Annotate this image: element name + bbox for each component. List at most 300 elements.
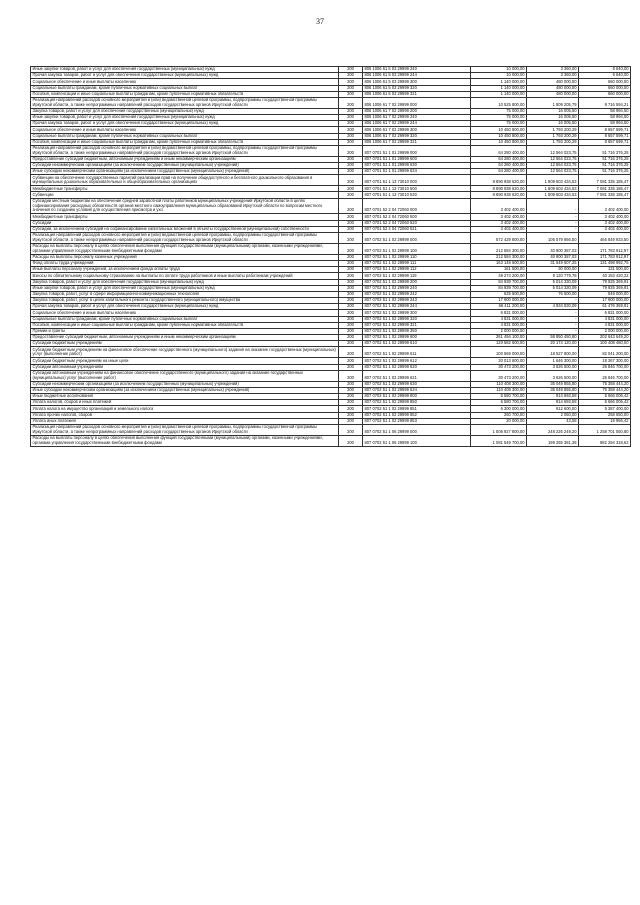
row-name-cell: Социальное обеспечение и иные выплаты населению — [31, 310, 339, 316]
row-unexecuted-cell: 18 367 300,00 — [579, 358, 631, 364]
row-unexecuted-cell: 6 640,00 — [579, 73, 631, 79]
row-executed-cell: 40 800 387,03 — [527, 254, 579, 260]
row-approved-cell: 2 000 000,00 — [471, 328, 527, 334]
row-executed-cell: 31 649 607,25 — [527, 261, 579, 267]
row-approved-cell: 3 402 400,00 — [471, 198, 527, 214]
row-ved-code-cell: 200 — [339, 121, 363, 127]
row-name-cell: Фонд оплаты труда учреждений — [31, 261, 339, 267]
row-ved-code-cell: 200 — [339, 133, 363, 139]
row-name-cell: Закупка товаров, работ и услуг для обеспечения государственных (муниципальных) нужд — [31, 279, 339, 285]
row-executed-cell: 480 000,00 — [527, 79, 579, 85]
row-name-cell: Реализация направлений расходов основного мероприятия и (или) ведомственной целевой программы, подпрограммы государственной программы Иркутской области, а также непрограммных направлений расходов государственных органов Иркутской области — [31, 145, 339, 156]
row-executed-cell: 58 850 450,80 — [527, 335, 579, 341]
row-executed-cell: 18 527 800,00 — [527, 347, 579, 358]
row-unexecuted-cell: 549 000,00 — [579, 291, 631, 297]
row-approved-cell: 161 500,00 — [471, 267, 527, 273]
row-approved-cell: 120 582 600,00 — [471, 341, 527, 347]
row-approved-cell: 20 000,00 — [471, 418, 527, 424]
row-budget-code-cell: 807 0701 51 1 01 29999 600 — [363, 156, 471, 162]
row-name-cell: Субвенции на обеспечение государственных гарантий реализации прав на получение общедоступного и бесплатного дошкольного образования в муниципальных дошкольных образовательных и общеобразовательных организациях — [31, 175, 339, 186]
row-executed-cell: 3 626 500,00 — [527, 370, 579, 381]
row-unexecuted-cell: 82 041 200,00 — [579, 347, 631, 358]
row-approved-cell: 4 831 000,00 — [471, 316, 527, 322]
row-name-cell: Иные субсидии некоммерческим организациям (за исключением государственных (муниципальных) учреждений) — [31, 169, 339, 175]
row-executed-cell: 5 014 330,09 — [527, 279, 579, 285]
row-budget-code-cell: 807 0702 51 1 02 29999 600 — [363, 335, 471, 341]
row-executed-cell: 199 255 381,38 — [527, 435, 579, 446]
row-budget-code-cell: 806 1006 61 5 03 29999 244 — [363, 73, 471, 79]
row-budget-code-cell: 807 0702 51 1 02 29999 110 — [363, 254, 471, 260]
row-name-cell: Социальное обеспечение и иные выплаты населению — [31, 79, 339, 85]
row-executed-cell: 914 693,58 — [527, 394, 579, 400]
row-name-cell: Иные закупки товаров, работ и услуг для обеспечения государственных (муниципальных) нужд — [31, 285, 339, 291]
row-name-cell: Иные бюджетные ассигнования — [31, 394, 339, 400]
row-budget-code-cell: 807 0702 51 1 02 29999 242 — [363, 291, 471, 297]
row-unexecuted-cell: 2 000 000,00 — [579, 328, 631, 334]
row-unexecuted-cell: 8 657 599,71 — [579, 133, 631, 139]
row-budget-code-cell: 806 1006 61 7 02 29999 300 — [363, 127, 471, 133]
row-executed-cell: 20 174 120,00 — [527, 341, 579, 347]
row-ved-code-cell: 200 — [339, 381, 363, 387]
row-executed-cell: 3 360,00 — [527, 73, 579, 79]
row-name-cell: Субсидии некоммерческим организациям (за исключением государственных (муниципальных) учреждений) — [31, 381, 339, 387]
row-unexecuted-cell: 660 000,00 — [579, 91, 631, 97]
row-name-cell: Субсидии бюджетным учреждениям — [31, 341, 339, 347]
row-approved-cell: 10 000,00 — [471, 73, 527, 79]
row-budget-code-cell: 807 0702 51 1 02 29999 000 — [363, 232, 471, 243]
row-unexecuted-cell: 26 846 700,00 — [579, 370, 631, 381]
row-ved-code-cell: 200 — [339, 145, 363, 156]
row-approved-cell: 100 569 000,00 — [471, 347, 527, 358]
row-executed-cell: 1 809 603 434,53 — [527, 192, 579, 198]
row-executed-cell: 30 000,00 — [527, 267, 579, 273]
row-approved-cell: 3 402 400,00 — [471, 220, 527, 226]
row-approved-cell: 17 900 000,00 — [471, 298, 527, 304]
row-executed-cell: - — [527, 310, 579, 316]
row-approved-cell: 64 280 400,00 — [471, 163, 527, 169]
row-ved-code-cell: 200 — [339, 304, 363, 310]
row-ved-code-cell: 200 — [339, 291, 363, 297]
table-row — [31, 424, 631, 435]
row-ved-code-cell: 200 — [339, 435, 363, 446]
row-name-cell: Субвенции — [31, 192, 339, 198]
row-budget-code-cell: 807 0702 51 1 02 29999 200 — [363, 279, 471, 285]
row-ved-code-cell: 200 — [339, 261, 363, 267]
row-name-cell: Иные выплаты персоналу учреждений, за исключением фонда оплаты труда — [31, 267, 339, 273]
row-unexecuted-cell: 171 783 912,97 — [579, 243, 631, 254]
row-approved-cell: 64 280 400,00 — [471, 145, 527, 156]
row-ved-code-cell: 200 — [339, 418, 363, 424]
row-unexecuted-cell: 79 925 369,91 — [579, 279, 631, 285]
row-name-cell: Субсидии бюджетным учреждениям на финансовое обеспечение государственного (муниципального) задания на оказание государственных (муниципальных) услуг (выполнение работ) — [31, 347, 339, 358]
row-ved-code-cell: 200 — [339, 163, 363, 169]
row-name-cell: Уплата прочих налогов, сборов — [31, 412, 339, 418]
row-budget-code-cell: 807 0702 51 1 02 29999 321 — [363, 322, 471, 328]
row-unexecuted-cell: 17 900 000,00 — [579, 298, 631, 304]
row-unexecuted-cell: 4 831 000,00 — [579, 316, 631, 322]
row-executed-cell: 3 360,00 — [527, 67, 579, 73]
row-budget-code-cell: 806 1006 61 5 03 29999 320 — [363, 85, 471, 91]
row-unexecuted-cell: 51 716 376,25 — [579, 156, 631, 162]
row-approved-cell: 10 450 800,00 — [471, 139, 527, 145]
row-executed-cell: 912 600,00 — [527, 406, 579, 412]
row-ved-code-cell: 200 — [339, 412, 363, 418]
row-name-cell: Расходы на выплаты персоналу казенных учреждений — [31, 254, 339, 260]
row-unexecuted-cell: 660 000,00 — [579, 79, 631, 85]
row-budget-code-cell: 806 1006 61 7 02 29999 240 — [363, 115, 471, 121]
row-ved-code-cell: 200 — [339, 364, 363, 370]
row-ved-code-cell: 200 — [339, 322, 363, 328]
table-row — [31, 370, 631, 381]
row-budget-code-cell: 807 0701 51 1 01 29999 630 — [363, 163, 471, 169]
row-executed-cell: - — [527, 214, 579, 220]
row-name-cell: Иные закупки товаров, работ и услуг для обеспечения государственных (муниципальных) нужд — [31, 67, 339, 73]
row-budget-code-cell: 806 1006 61 5 03 29999 300 — [363, 79, 471, 85]
row-approved-cell: 572 429 800,00 — [471, 232, 527, 243]
row-budget-code-cell: 806 1006 61 7 02 29999 320 — [363, 133, 471, 139]
row-ved-code-cell: 200 — [339, 67, 363, 73]
row-executed-cell: 1 646 300,00 — [527, 358, 579, 364]
row-ved-code-cell: 200 — [339, 316, 363, 322]
table-row — [31, 175, 631, 186]
row-budget-code-cell: 807 0701 51 1 13 73010 500 — [363, 186, 471, 192]
row-unexecuted-cell: 8 657 599,71 — [579, 139, 631, 145]
row-executed-cell: 40 800 387,03 — [527, 243, 579, 254]
row-approved-cell: 64 280 400,00 — [471, 169, 527, 175]
row-budget-code-cell: 807 0702 51 1 02 29999 851 — [363, 406, 471, 412]
row-approved-cell: 1 140 000,00 — [471, 85, 527, 91]
row-name-cell: Социальные выплаты гражданам, кроме публичных нормативных социальных выплат — [31, 85, 339, 91]
row-name-cell: Закупка товаров, работ, услуг в сфере информационно-коммуникационных технологий — [31, 291, 339, 297]
row-budget-code-cell: 807 0702 51 1 06 29999 000 — [363, 424, 471, 435]
row-ved-code-cell: 200 — [339, 387, 363, 393]
row-unexecuted-cell: 882 294 318,62 — [579, 435, 631, 446]
row-approved-cell: 84 939 700,00 — [471, 279, 527, 285]
row-approved-cell: 3 402 400,00 — [471, 214, 527, 220]
row-unexecuted-cell: 58 994,50 — [579, 115, 631, 121]
row-name-cell: Социальные выплаты гражданам, кроме публичных нормативных социальных выплат — [31, 133, 339, 139]
row-budget-code-cell: 807 0701 51 1 01 29999 634 — [363, 169, 471, 175]
row-unexecuted-cell: 202 643 649,20 — [579, 335, 631, 341]
row-approved-cell: 84 939 700,00 — [471, 285, 527, 291]
row-unexecuted-cell: 58 994,50 — [579, 108, 631, 114]
row-budget-code-cell: 807 0702 51 1 02 29999 620 — [363, 364, 471, 370]
row-executed-cell: 480 000,00 — [527, 85, 579, 91]
row-budget-code-cell: 807 0702 51 1 02 29999 610 — [363, 341, 471, 347]
row-unexecuted-cell: 75 358 444,20 — [579, 381, 631, 387]
row-unexecuted-cell: 19 956,42 — [579, 418, 631, 424]
row-ved-code-cell: 200 — [339, 226, 363, 232]
row-approved-cell: 75 000,00 — [471, 108, 527, 114]
row-budget-code-cell: 807 0702 51 1 02 29999 112 — [363, 267, 471, 273]
row-ved-code-cell: 200 — [339, 220, 363, 226]
row-name-cell: Закупка товаров, работ, услуг в целях капитального ремонта государственного (муниципального) имущества — [31, 298, 339, 304]
row-budget-code-cell: 806 1006 61 7 02 29999 200 — [363, 108, 471, 114]
row-approved-cell: 75 000,00 — [471, 121, 527, 127]
row-name-cell: Реализация направлений расходов основного мероприятия и (или) ведомственной целевой программы, подпрограммы государственной программы Иркутской области, а также непрограммных направлений расходов государственных органов Иркутской области — [31, 232, 339, 243]
row-approved-cell: 1 140 000,00 — [471, 91, 527, 97]
row-budget-code-cell: 807 0702 51 1 02 29999 350 — [363, 328, 471, 334]
row-budget-code-cell: 807 0702 51 1 06 29999 100 — [363, 435, 471, 446]
row-name-cell: Социальные выплаты гражданам, кроме публичных нормативных социальных выплат — [31, 316, 339, 322]
row-ved-code-cell: 200 — [339, 243, 363, 254]
row-name-cell: Субсидии местным бюджетам на обеспечение средней заработной платы работников муниципальных учреждений Иркутской области в целях софинансирования расходных обязательств органов местного самоуправления муниципальных образований Иркутской области по вопросам местного значения по созданию условий для осуществления присмотра и ухо — [31, 198, 339, 214]
row-name-cell: Предоставление субсидий бюджетным, автономным учреждениям и иным некоммерческим организациям — [31, 156, 339, 162]
row-executed-cell: 3 626 500,00 — [527, 364, 579, 370]
row-ved-code-cell: 200 — [339, 400, 363, 406]
row-ved-code-cell: 200 — [339, 310, 363, 316]
row-approved-cell: 8 890 938 620,00 — [471, 192, 527, 198]
row-executed-cell: 16 005,50 — [527, 108, 579, 114]
row-budget-code-cell: 806 1006 61 5 03 29999 321 — [363, 91, 471, 97]
row-budget-code-cell: 807 0701 51 1 13 73010 000 — [363, 175, 471, 186]
row-ved-code-cell: 200 — [339, 267, 363, 273]
row-budget-code-cell: 807 0702 51 1 02 29999 611 — [363, 347, 471, 358]
row-name-cell: Субсидии автономным учреждениям на финансовое обеспечение государственного (муниципального) задания на оказание государственных (муниципальных) услуг (выполнение работ) — [31, 370, 339, 381]
row-approved-cell: 625 500,00 — [471, 291, 527, 297]
row-executed-cell: 480 000,00 — [527, 91, 579, 97]
row-unexecuted-cell: 100 408 480,00 — [579, 341, 631, 347]
row-unexecuted-cell: 5 666 006,42 — [579, 400, 631, 406]
row-unexecuted-cell: 51 716 376,25 — [579, 145, 631, 156]
row-budget-code-cell: 807 0702 51 1 02 29999 240 — [363, 285, 471, 291]
row-ved-code-cell: 200 — [339, 192, 363, 198]
row-approved-cell: 10 525 800,00 — [471, 97, 527, 108]
row-approved-cell: 49 274 200,00 — [471, 273, 527, 279]
row-budget-code-cell: 807 0702 51 1 02 29999 244 — [363, 304, 471, 310]
row-ved-code-cell: 200 — [339, 358, 363, 364]
row-approved-cell: 10 450 800,00 — [471, 127, 527, 133]
row-budget-code-cell: 807 0702 51 1 02 29999 800 — [363, 394, 471, 400]
row-budget-code-cell: 806 1006 61 7 02 29999 244 — [363, 121, 471, 127]
row-unexecuted-cell: 131 500,00 — [579, 267, 631, 273]
row-name-cell: Пособия, компенсации и иные социальные выплаты гражданам, кроме публичных нормативных обязательств — [31, 91, 339, 97]
row-approved-cell: 30 473 200,00 — [471, 370, 527, 381]
table-row — [31, 232, 631, 243]
row-name-cell: Расходы на выплаты персоналу в целях обеспечения выполнения функций государственными (муниципальными) органами, казенными учреждениями, органами управления государственными внебюджетными фондами — [31, 243, 339, 254]
table-row — [31, 198, 631, 214]
row-executed-cell: 4 934 830,09 — [527, 304, 579, 310]
row-unexecuted-cell: 75 358 444,20 — [579, 387, 631, 393]
row-ved-code-cell: 200 — [339, 424, 363, 435]
row-name-cell: Расходы на выплаты персоналу в целях обеспечения выполнения функций государственными (муниципальными) органами, казенными учреждениями, органами управления государственными внебюджетными фондами — [31, 435, 339, 446]
row-approved-cell: 1 081 549 700,00 — [471, 435, 527, 446]
row-budget-code-cell: 807 0702 51 1 02 29999 634 — [363, 387, 471, 393]
row-executed-cell: - — [527, 226, 579, 232]
row-unexecuted-cell: 3 402 400,00 — [579, 214, 631, 220]
row-unexecuted-cell: 8 657 599,71 — [579, 127, 631, 133]
row-unexecuted-cell: 5 387 400,00 — [579, 406, 631, 412]
table-row — [31, 347, 631, 358]
row-executed-cell: 16 005,50 — [527, 121, 579, 127]
row-approved-cell: 110 408 300,00 — [471, 387, 527, 393]
row-ved-code-cell: 200 — [339, 328, 363, 334]
row-executed-cell: 1 793 200,29 — [527, 127, 579, 133]
table-row — [31, 435, 631, 446]
row-approved-cell: 75 000,00 — [471, 115, 527, 121]
row-approved-cell: 261 494 100,00 — [471, 335, 527, 341]
row-executed-cell: 12 564 023,75 — [527, 169, 579, 175]
row-ved-code-cell: 200 — [339, 394, 363, 400]
row-unexecuted-cell: 40 153 420,22 — [579, 273, 631, 279]
row-name-cell: Прочая закупка товаров, работ и услуг для обеспечения государственных (муниципальных) нужд — [31, 73, 339, 79]
row-budget-code-cell: 807 0702 51 1 02 29999 852 — [363, 412, 471, 418]
row-name-cell: Субсидии, за исключением субсидий на софинансирование капитальных вложений в объекты государственной (муниципальной) собственности — [31, 226, 339, 232]
row-executed-cell: 76 500,00 — [527, 291, 579, 297]
row-unexecuted-cell: 3 402 400,00 — [579, 220, 631, 226]
row-budget-code-cell: 807 0701 51 1 13 73010 530 — [363, 192, 471, 198]
row-approved-cell: 6 580 700,00 — [471, 400, 527, 406]
row-unexecuted-cell: 1 258 701 550,80 — [579, 424, 631, 435]
row-executed-cell: 1 793 200,29 — [527, 139, 579, 145]
row-ved-code-cell: 200 — [339, 127, 363, 133]
row-executed-cell: - — [527, 220, 579, 226]
row-approved-cell: 8 890 938 620,00 — [471, 186, 527, 192]
row-budget-code-cell: 807 0702 51 1 02 29999 100 — [363, 243, 471, 254]
row-executed-cell: 12 564 023,75 — [527, 145, 579, 156]
row-executed-cell: 105 579 866,50 — [527, 232, 579, 243]
row-approved-cell: 212 584 300,00 — [471, 243, 527, 254]
row-name-cell: Субсидии — [31, 220, 339, 226]
row-budget-code-cell: 807 0702 51 1 02 29999 111 — [363, 261, 471, 267]
row-unexecuted-cell: 58 994,50 — [579, 121, 631, 127]
row-unexecuted-cell: 5 666 006,42 — [579, 394, 631, 400]
row-ved-code-cell: 200 — [339, 91, 363, 97]
row-executed-cell: 16 005,50 — [527, 115, 579, 121]
row-name-cell: Межбюджетные трансферты — [31, 214, 339, 220]
row-unexecuted-cell: 171 783 912,97 — [579, 254, 631, 260]
table-row — [31, 145, 631, 156]
row-ved-code-cell: 200 — [339, 85, 363, 91]
row-budget-code-cell: 807 0702 51 1 02 29999 320 — [363, 316, 471, 322]
row-executed-cell: 35 049 855,80 — [527, 387, 579, 393]
row-ved-code-cell: 200 — [339, 254, 363, 260]
table-row — [31, 97, 631, 108]
row-budget-code-cell: 807 0702 51 1 02 29999 850 — [363, 400, 471, 406]
row-unexecuted-cell: 26 846 700,00 — [579, 364, 631, 370]
row-ved-code-cell: 200 — [339, 232, 363, 243]
row-ved-code-cell: 200 — [339, 108, 363, 114]
row-name-cell: Взносы по обязательному социальному страхованию на выплаты по оплате труда работников и иные выплаты работникам учреждений — [31, 273, 339, 279]
row-name-cell: Реализация направлений расходов основного мероприятия и (или) ведомственной целевой программы, подпрограммы государственной программы Иркутской области, а также непрограммных направлений расходов государственных органов Иркутской области — [31, 97, 339, 108]
row-budget-code-cell: 807 0701 52 2 04 72060 520 — [363, 220, 471, 226]
row-unexecuted-cell: 466 849 933,50 — [579, 232, 631, 243]
row-ved-code-cell: 200 — [339, 370, 363, 381]
row-approved-cell: 66 411 200,00 — [471, 304, 527, 310]
row-budget-code-cell: 807 0701 52 2 04 72060 521 — [363, 226, 471, 232]
row-executed-cell: - — [527, 316, 579, 322]
row-unexecuted-cell: 4 831 000,00 — [579, 322, 631, 328]
row-approved-cell: 10 000,00 — [471, 67, 527, 73]
row-budget-code-cell: 807 0702 51 1 02 29999 243 — [363, 298, 471, 304]
row-unexecuted-cell: 7 081 335 185,47 — [579, 186, 631, 192]
budget-execution-table — [30, 66, 631, 447]
row-budget-code-cell: 807 0702 51 1 02 29999 621 — [363, 370, 471, 381]
row-name-cell: Иные закупки товаров, работ и услуг для обеспечения государственных (муниципальных) нужд — [31, 115, 339, 121]
row-executed-cell: 1 809 603 434,53 — [527, 175, 579, 186]
row-ved-code-cell: 200 — [339, 273, 363, 279]
row-approved-cell: 10 450 800,00 — [471, 133, 527, 139]
row-unexecuted-cell: 6 831 000,00 — [579, 310, 631, 316]
row-unexecuted-cell: 79 925 369,91 — [579, 285, 631, 291]
row-executed-cell: 43,58 — [527, 418, 579, 424]
row-executed-cell: 1 793 200,29 — [527, 133, 579, 139]
row-ved-code-cell: 200 — [339, 285, 363, 291]
row-executed-cell: 9 120 779,78 — [527, 273, 579, 279]
row-executed-cell: 2 050,00 — [527, 412, 579, 418]
row-approved-cell: 1 506 927 800,00 — [471, 424, 527, 435]
row-approved-cell: 30 473 200,00 — [471, 364, 527, 370]
row-budget-code-cell: 806 1006 61 5 03 29999 240 — [363, 67, 471, 73]
row-budget-code-cell: 806 1006 61 7 02 29999 321 — [363, 139, 471, 145]
row-executed-cell: 914 693,58 — [527, 400, 579, 406]
row-approved-cell: 4 831 000,00 — [471, 322, 527, 328]
row-approved-cell: 3 402 400,00 — [471, 226, 527, 232]
row-name-cell: Субсидии автономным учреждениям — [31, 364, 339, 370]
row-approved-cell: 110 408 300,00 — [471, 381, 527, 387]
row-executed-cell: 12 564 023,75 — [527, 156, 579, 162]
row-ved-code-cell: 200 — [339, 139, 363, 145]
row-budget-code-cell: 807 0701 52 2 04 72060 500 — [363, 214, 471, 220]
row-name-cell: Прочая закупка товаров, работ и услуг для обеспечения государственных (муниципальных) нужд — [31, 121, 339, 127]
row-approved-cell: 64 280 400,00 — [471, 156, 527, 162]
row-name-cell: Премии и гранты — [31, 328, 339, 334]
row-ved-code-cell: 200 — [339, 175, 363, 186]
row-name-cell: Уплата налогов, сборов и иных платежей — [31, 400, 339, 406]
row-approved-cell: 8 890 938 620,00 — [471, 175, 527, 186]
row-ved-code-cell: 200 — [339, 169, 363, 175]
row-ved-code-cell: 200 — [339, 156, 363, 162]
row-unexecuted-cell: 660 000,00 — [579, 85, 631, 91]
row-executed-cell: 1 809 205,79 — [527, 97, 579, 108]
row-budget-code-cell: 806 1006 61 7 02 29999 000 — [363, 97, 471, 108]
row-ved-code-cell: 200 — [339, 79, 363, 85]
row-name-cell: Реализация направлений расходов основного мероприятия и (или) ведомственной целевой программы, подпрограммы государственной программы Иркутской области, а также непрограммных направлений расходов государственных органов Иркутской области — [31, 424, 339, 435]
row-approved-cell: 6 580 700,00 — [471, 394, 527, 400]
row-ved-code-cell: 200 — [339, 186, 363, 192]
row-approved-cell: 20 013 600,00 — [471, 358, 527, 364]
row-name-cell: Субсидии некоммерческим организациям (за исключением государственных (муниципальных) учреждений) — [31, 163, 339, 169]
row-unexecuted-cell: 7 081 335 185,47 — [579, 175, 631, 186]
row-executed-cell: - — [527, 298, 579, 304]
row-unexecuted-cell: 7 081 335 185,47 — [579, 192, 631, 198]
row-ved-code-cell: 200 — [339, 115, 363, 121]
row-executed-cell: - — [527, 328, 579, 334]
row-ved-code-cell: 200 — [339, 198, 363, 214]
row-unexecuted-cell: 131 498 992,75 — [579, 261, 631, 267]
row-unexecuted-cell: 61 476 369,91 — [579, 304, 631, 310]
row-executed-cell: 1 809 603 434,53 — [527, 186, 579, 192]
row-name-cell: Предоставление субсидий бюджетным, автономным учреждениям и иным некоммерческим организациям — [31, 335, 339, 341]
row-name-cell: Закупка товаров, работ и услуг для обеспечения государственных (муниципальных) нужд — [31, 108, 339, 114]
row-name-cell: Прочая закупка товаров, работ и услуг для обеспечения государственных (муниципальных) нужд — [31, 304, 339, 310]
row-ved-code-cell: 200 — [339, 347, 363, 358]
row-ved-code-cell: 200 — [339, 279, 363, 285]
row-approved-cell: 6 831 000,00 — [471, 310, 527, 316]
row-approved-cell: 260 700,00 — [471, 412, 527, 418]
row-executed-cell: - — [527, 322, 579, 328]
row-budget-code-cell: 807 0702 51 1 02 29999 119 — [363, 273, 471, 279]
row-unexecuted-cell: 6 640,00 — [579, 67, 631, 73]
row-budget-code-cell: 807 0702 51 1 02 29999 300 — [363, 310, 471, 316]
row-unexecuted-cell: 3 402 400,00 — [579, 226, 631, 232]
row-approved-cell: 163 148 600,00 — [471, 261, 527, 267]
row-ved-code-cell: 200 — [339, 335, 363, 341]
row-name-cell: Социальное обеспечение и иные выплаты населению — [31, 127, 339, 133]
row-name-cell: Пособия, компенсации и иные социальные выплаты гражданам, кроме публичных нормативных обязательств — [31, 322, 339, 328]
row-ved-code-cell: 200 — [339, 298, 363, 304]
row-ved-code-cell: 200 — [339, 341, 363, 347]
